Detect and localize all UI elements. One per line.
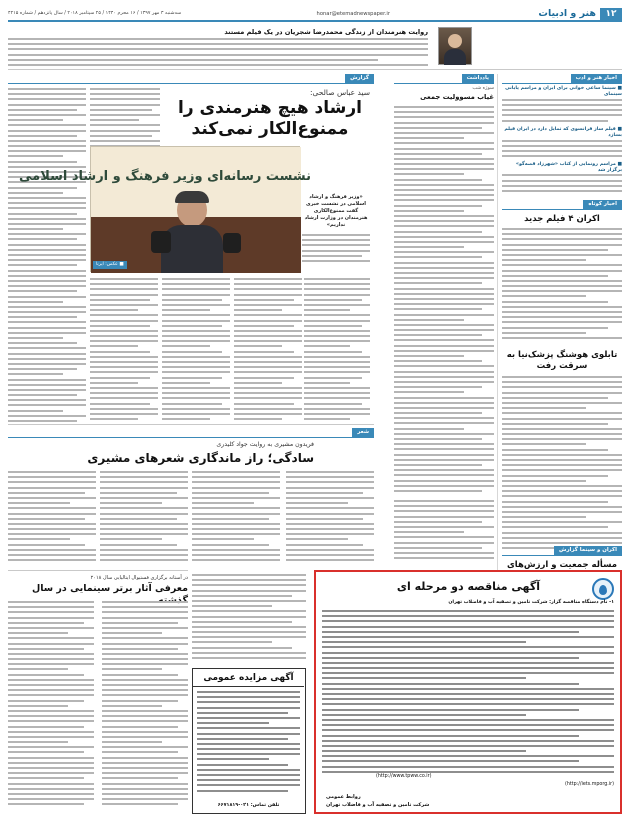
bottom-left-story — [8, 570, 188, 814]
photo-credit: ■ عکس: ایرنا — [93, 261, 127, 269]
camera-icon: ■ — [119, 262, 124, 267]
tender-ad-lead: ۱- نام دستگاه مناقصه گزار: شرکت تامین و تصفیه آب و فاضلاب تهران — [448, 600, 614, 605]
water-company-logo-icon — [592, 578, 614, 600]
news-bullet[interactable]: ■ مراسم رونمایی از کتاب «شهرزاد قصه‌گو» برگزار شد — [515, 161, 622, 174]
middle-story — [8, 424, 374, 566]
middle-story-headline[interactable]: سادگی؛ راز ماندگاری شعرهای مشیری — [87, 451, 314, 465]
headline-line-2: ممنوع‌الکار نمی‌کند — [191, 119, 349, 139]
top-story-headline[interactable]: روایت هنرمندان از زندگی محمدرضا شجریان در یک فیلم مستند — [224, 28, 428, 36]
main-story-headline[interactable] — [170, 98, 370, 140]
pull-quote: «وزیر فرهنگ و ارشاد اسلامی در نشست خبری گفت ممنوع‌الکاری هنرمندان در وزارت ارشاد نداریم» — [304, 194, 368, 228]
briefs-label: اخبار کوتاه — [583, 200, 622, 209]
middle-story-kicker: فریدون مشیری به روایت جواد کلیدری — [216, 441, 314, 448]
page-header — [8, 8, 622, 22]
photo-backdrop: نشست رسانه‌ای وزیر فرهنگ و ارشاد اسلامی — [91, 147, 301, 217]
opinion-title[interactable]: غیاب مسوولیت جمعی — [420, 93, 494, 101]
news-bullets — [502, 86, 622, 196]
opinion-label: یادداشت — [462, 74, 494, 83]
brief-3-title[interactable]: مسأله جمعیت و ارزش‌های — [506, 560, 617, 570]
brief-1-title[interactable]: اکران ۴ فیلم جدید — [524, 214, 600, 224]
auction-ad — [192, 574, 306, 814]
bottom-story-kicker: در آستانه برگزاری فستیوال ایتالیایی سال ۲۰۱۸ — [90, 575, 188, 581]
header-date-line: سه‌شنبه ۳ مهر ۱۳۹۷ / ۱۶ محرم ۱۴۴۰ / ۲۵ سپتامبر ۲۰۱۸ / سال پانزدهم / شماره ۴۲۱۵ — [8, 11, 182, 16]
middle-story-label: شعر — [352, 428, 374, 437]
cinema-label: اکران و سینما گزارش — [554, 546, 622, 555]
tender-footer-company: شرکت تامین و تصفیه آب و فاضلاب تهران — [326, 802, 430, 808]
auction-ad-title[interactable]: آگهی مزایده عمومی — [193, 672, 304, 687]
news-label: اخبار هنر و ادب — [571, 74, 622, 83]
headline-line-1: ارشاد هیچ هنرمندی را — [178, 98, 362, 118]
main-story-label: گزارش — [345, 74, 374, 83]
news-bullet[interactable]: ■ فیلم ساز فرانسوی که تمایل دارد در ایران فیلم بسازد — [504, 126, 622, 139]
main-story-photo — [19, 146, 311, 272]
main-story-kicker: سید عباس صالحی: — [310, 88, 370, 97]
auction-ad-contact: تلفن تماس: ۰۲۱-۶۶۷۱۸۱۹ — [217, 803, 280, 808]
top-story-photo — [438, 27, 472, 65]
opinion-column — [394, 74, 494, 494]
tender-website-2[interactable]: (http://iets.mporg.ir) — [564, 782, 614, 787]
tender-ad — [314, 570, 622, 814]
tender-website-1[interactable]: (http://www.tpww.co.ir) — [376, 774, 432, 779]
tender-ad-title[interactable]: آگهی مناقصه دو مرحله ای — [396, 580, 540, 593]
section-title: هنر و ادبیات — [538, 8, 596, 19]
tender-footer-pr: روابط عمومی — [326, 794, 361, 800]
main-story — [8, 74, 374, 420]
brief-2-title[interactable]: تابلوی هوشنگ پزشک‌نیا به سرقت رفت — [506, 350, 618, 371]
bottom-story-headline[interactable]: معرفی آثار برتر سینمایی در سال — [31, 583, 188, 594]
microphone-icon — [223, 233, 241, 253]
microphone-icon — [151, 231, 171, 253]
header-email[interactable]: honar@etemadnewspaper.ir — [316, 11, 390, 17]
news-bullet[interactable]: ■ سینما ساعی خوانی برای ایران و مراسم پایانی سینمای — [505, 86, 622, 98]
page-number: ۱۲ — [600, 8, 622, 20]
top-story — [8, 26, 622, 70]
opinion-author: سوژه شب — [472, 86, 494, 91]
person-silhouette-icon — [448, 34, 462, 48]
